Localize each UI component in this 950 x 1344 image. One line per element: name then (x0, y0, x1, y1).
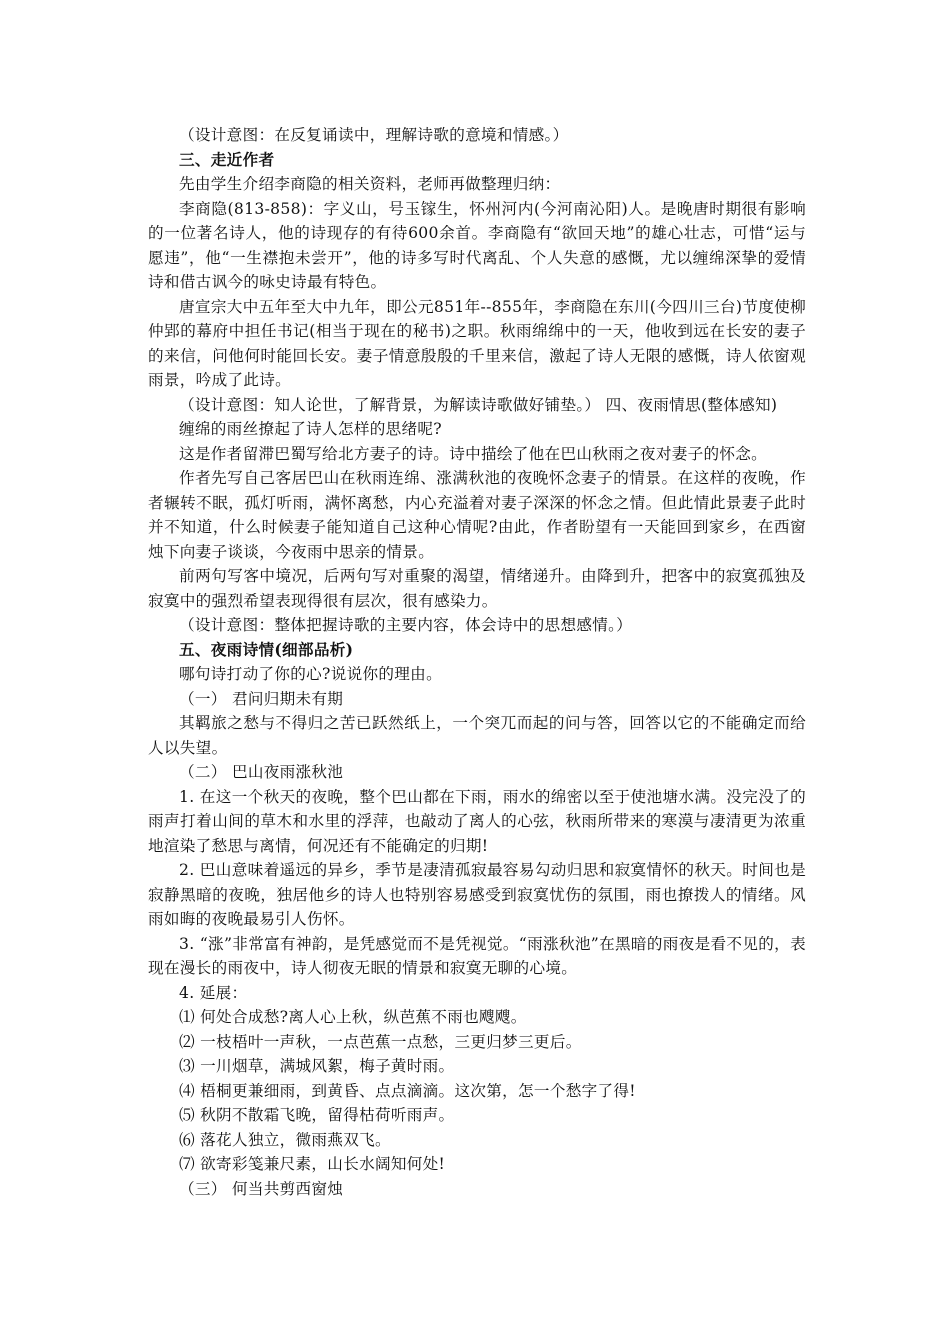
paragraph: （设计意图：整体把握诗歌的主要内容，体会诗中的思想感情。） (179, 616, 633, 634)
paragraph: （一） 君问归期未有期 (179, 689, 344, 708)
paragraph: 先由学生介绍李商隐的相关资料，老师再做整理归纳： (179, 175, 561, 193)
paragraph: 作者先写自己客居巴山在秋雨连绵、涨满秋池的夜晚怀念妻子的情景。在这样的夜晚，作者辗转不眠，孤灯听雨，满怀离愁，内心充溢着对妻子深深的怀念之情。但此情此景妻子此时并不知道，什么时候妻子能知道自己这种心情呢?由此，作者盼望有一天能回到家乡，在西窗烛下向妻子谈谈，今夜雨中思亲的情景。 (148, 469, 806, 561)
paragraph: 李商隐(813-858)：字义山，号玉镓生，怀州河内(今河南沁阳)人。是晚唐时期很有影响的一位著名诗人，他的诗现存的有待600余首。李商隐有“欲回天地”的雄心壮志，可惜“运与愿违”，他“一生襟抱未尝开”，他的诗多写时代离乱、个人失意的感慨，尤以缠绵深挚的爱情诗和借古讽今的咏史诗最有特色。 (148, 199, 806, 291)
paragraph: 3. “涨”非常富有神韵，是凭感觉而不是凭视觉。“雨涨秋池”在黑暗的雨夜是看不见的，表现在漫长的雨夜中，诗人彻夜无眠的情景和寂寞无聊的心境。 (148, 934, 806, 977)
paragraph: ⑶ 一川烟草，满城风絮，梅子黄时雨。 (179, 1057, 455, 1075)
paragraph: ⑷ 梧桐更兼细雨，到黄昏、点点滴滴。这次第，怎一个愁字了得! (179, 1081, 636, 1100)
document-body (148, 123, 806, 1201)
paragraph: 前两句写客中境况，后两句写对重聚的渴望，情绪递升。由降到升，把客中的寂寞孤独及寂寞中的强烈希望表现得很有层次，很有感染力。 (148, 567, 806, 610)
paragraph: （设计意图：知人论世，了解背景，为解读诗歌做好铺垫。） 四、夜雨情思(整体感知) (179, 395, 778, 414)
paragraph: （二） 巴山夜雨涨秋池 (179, 763, 344, 781)
paragraph: 这是作者留滞巴蜀写给北方妻子的诗。诗中描绘了他在巴山秋雨之夜对妻子的怀念。 (179, 444, 768, 463)
paragraph: 唐宣宗大中五年至大中九年，即公元851年--855年，李商隐在东川(今四川三台)节度使柳仲郢的幕府中担任书记(相当于现在的秘书)之职。秋雨绵绵中的一天，他收到远在长安的妻子的来信，问他何时能回长安。妻子情意殷殷的千里来信，激起了诗人无限的感慨，诗人依窗观雨景，吟成了此诗。 (148, 297, 806, 389)
paragraph: （设计意图：在反复诵读中，理解诗歌的意境和情感。） (179, 126, 569, 144)
paragraph: 2. 巴山意味着遥远的异乡，季节是凄清孤寂最容易勾动归思和寂寞情怀的秋天。时间也是寂静黑暗的夜晚，独居他乡的诗人也特别容易感受到寂寞忧伤的氛围，雨也撩拨人的情绪。风雨如晦的夜晚最易引人伤怀。 (148, 861, 806, 928)
section-heading: 五、夜雨诗情(细部品析) (179, 639, 354, 659)
paragraph: 哪句诗打动了你的心?说说你的理由。 (179, 665, 442, 683)
paragraph: 4. 延展： (179, 983, 248, 1002)
paragraph: ⑸ 秋阴不散霜飞晚，留得枯荷听雨声。 (179, 1106, 455, 1124)
paragraph: ⑹ 落花人独立，微雨燕双飞。 (179, 1130, 391, 1149)
paragraph: ⑵ 一枝梧叶一声秋，一点芭蕉一点愁，三更归梦三更后。 (179, 1032, 582, 1051)
paragraph: （三） 何当共剪西窗烛 (179, 1179, 344, 1198)
paragraph: 其羁旅之愁与不得归之苦已跃然纸上，一个突兀而起的问与答，回答以它的不能确定而给人以失望。 (148, 714, 806, 757)
paragraph: ⑴ 何处合成愁?离人心上秋，纵芭蕉不雨也飕飕。 (179, 1008, 527, 1026)
section-heading: 三、走近作者 (179, 149, 275, 169)
paragraph: 缠绵的雨丝撩起了诗人怎样的思绪呢? (179, 420, 442, 438)
paragraph: ⑺ 欲寄彩笺兼尺素，山长水阔知何处! (179, 1155, 446, 1173)
paragraph: 1. 在这一个秋天的夜晚，整个巴山都在下雨，雨水的绵密以至于使池塘水满。没完没了的雨声打着山间的草木和水里的浮萍，也敲动了离人的心弦，秋雨所带来的寒漠与凄清更为浓重地渲染了愁思与离情，何况还有不能确定的归期! (148, 787, 806, 855)
